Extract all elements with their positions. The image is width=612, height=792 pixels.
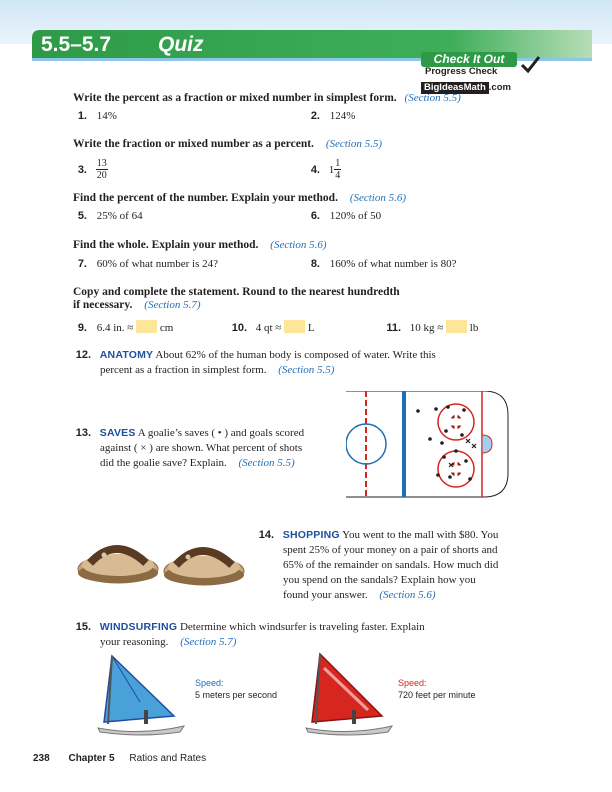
answer-blank[interactable]	[284, 320, 305, 333]
badge-subtitle: Progress Check	[425, 66, 498, 77]
sandals-image	[76, 527, 248, 593]
statement-left: 4 qt ≈	[255, 322, 282, 334]
speed-value: 5 meters per second	[195, 690, 278, 700]
direction-4-section: (Section 5.6)	[270, 239, 327, 251]
problem-text: percent as a fraction in simplest form.	[100, 364, 267, 376]
exercise-1	[73, 110, 117, 122]
exercise-text: 120% of 50	[329, 210, 382, 222]
goal-crease	[482, 435, 492, 453]
direction-3-section: (Section 5.6)	[349, 192, 407, 204]
direction-5-line2: if necessary.	[73, 299, 133, 311]
direction-4	[73, 239, 327, 251]
header-range: 5.5–5.7	[41, 33, 112, 56]
exercise-9	[73, 320, 173, 334]
problem-section: (Section 5.6)	[379, 589, 436, 601]
exercise-7	[73, 258, 218, 270]
problem-number: 14.	[258, 529, 274, 541]
problem-14	[256, 528, 498, 603]
problem-text: did the goalie save? Explain.	[100, 457, 227, 469]
check-mark-icon	[519, 54, 541, 76]
exercise-text: 124%	[329, 110, 356, 122]
direction-3-text: Find the percent of the number. Explain your method.	[73, 192, 338, 204]
windsurfer-1-speed	[195, 677, 277, 701]
badge-url	[421, 77, 543, 93]
exercise-number: 10.	[231, 322, 247, 334]
problem-text: About 62% of the human body is composed of water. Write this	[155, 349, 436, 361]
direction-5	[73, 286, 400, 311]
fraction-denominator: 20	[96, 170, 107, 181]
statement-unit: cm	[159, 322, 174, 334]
fraction-numerator: 1	[335, 158, 341, 169]
direction-1	[73, 92, 461, 104]
problem-number: 15.	[75, 621, 91, 633]
answer-blank[interactable]	[136, 320, 157, 333]
exercise-number: 9.	[77, 322, 87, 334]
exercise-11	[383, 320, 478, 334]
direction-2-text: Write the fraction or mixed number as a percent.	[73, 138, 314, 150]
problem-12	[73, 348, 436, 378]
problem-text: you spend on the sandals? Explain how you	[283, 574, 476, 586]
speed-value: 720 feet per minute	[398, 690, 476, 700]
exercise-4	[306, 158, 341, 181]
problem-keyword: WINDSURFING	[99, 621, 178, 633]
problem-text: found your answer.	[283, 589, 368, 601]
mixed-whole: 1	[328, 163, 335, 176]
windsurfer-2-speed	[398, 677, 476, 701]
exercise-3	[73, 158, 108, 181]
exercise-number: 5.	[77, 210, 87, 222]
direction-5-section: (Section 5.7)	[144, 299, 201, 311]
direction-1-section: (Section 5.5)	[404, 92, 461, 104]
chapter-label: Chapter 5	[68, 753, 115, 764]
exercise-2	[306, 110, 355, 122]
problem-13	[73, 426, 304, 471]
problem-number: 13.	[75, 427, 91, 439]
problem-keyword: SAVES	[99, 427, 136, 439]
blue-line	[402, 391, 406, 497]
problem-text: spent 25% of your money on a pair of shorts and	[283, 544, 498, 556]
direction-2-section: (Section 5.5)	[325, 138, 383, 150]
badge-site: BigIdeasMath	[421, 82, 489, 94]
problem-section: (Section 5.5)	[278, 364, 335, 376]
exercise-number: 3.	[77, 163, 87, 176]
exercise-number: 1.	[77, 110, 87, 122]
exercise-text: 60% of what number is 24?	[96, 258, 219, 270]
exercise-text: 14%	[96, 110, 117, 122]
page-footer	[33, 753, 206, 764]
direction-3	[73, 192, 406, 204]
header-title: Quiz	[158, 33, 204, 56]
fraction-denominator: 4	[335, 170, 341, 181]
exercise-8	[306, 258, 457, 270]
problem-text: against ( × ) are shown. What percent of shots	[100, 442, 303, 454]
exercise-number: 11.	[386, 322, 401, 334]
problem-keyword: SHOPPING	[282, 529, 340, 541]
statement-unit: lb	[469, 322, 479, 334]
direction-5-line1: Copy and complete the statement. Round to the nearest hundredth	[73, 286, 400, 298]
exercise-text: 160% of what number is 80?	[329, 258, 457, 270]
exercise-6	[306, 210, 381, 222]
direction-2	[73, 138, 382, 150]
problem-number: 12.	[75, 349, 91, 361]
problem-keyword: ANATOMY	[99, 349, 154, 361]
exercise-text: 25% of 64	[96, 210, 143, 222]
exercise-number: 6.	[310, 210, 320, 222]
windsurfer-blue-image	[90, 652, 190, 738]
exercise-number: 8.	[310, 258, 320, 270]
speed-label: Speed:	[398, 678, 427, 688]
problem-text: A goalie’s saves ( • ) and goals scored	[137, 427, 305, 439]
exercise-number: 2.	[310, 110, 320, 122]
statement-left: 6.4 in. ≈	[96, 322, 134, 334]
fraction	[96, 158, 108, 181]
statement-left: 10 kg ≈	[409, 322, 444, 334]
badge-domain: .com	[488, 82, 511, 93]
statement-unit: L	[307, 322, 315, 334]
exercise-number: 4.	[310, 163, 320, 176]
windsurfer-red-image	[298, 650, 398, 738]
problem-text: 65% of the remainder on sandals. How much did	[283, 559, 499, 571]
fraction	[334, 158, 341, 181]
direction-4-text: Find the whole. Explain your method.	[73, 239, 259, 251]
answer-blank[interactable]	[446, 320, 467, 333]
page-number: 238	[33, 753, 50, 764]
problem-15	[73, 620, 425, 650]
fraction-numerator: 13	[96, 158, 107, 169]
exercise-5	[73, 210, 143, 222]
direction-1-text: Write the percent as a fraction or mixed number in simplest form.	[73, 92, 397, 104]
exercise-number: 7.	[77, 258, 87, 270]
hockey-rink-figure	[346, 391, 510, 499]
problem-text: Determine which windsurfer is traveling faster. Explain	[179, 621, 425, 633]
problem-text: your reasoning.	[100, 636, 169, 648]
problem-section: (Section 5.7)	[180, 636, 237, 648]
speed-label: Speed:	[195, 678, 224, 688]
exercise-10	[229, 320, 315, 334]
check-it-out-badge[interactable]	[421, 52, 543, 93]
problem-section: (Section 5.5)	[238, 457, 295, 469]
problem-text: You went to the mall with $80. You	[342, 529, 499, 541]
chapter-title: Ratios and Rates	[129, 753, 207, 764]
badge-title: Check It Out	[421, 52, 517, 67]
